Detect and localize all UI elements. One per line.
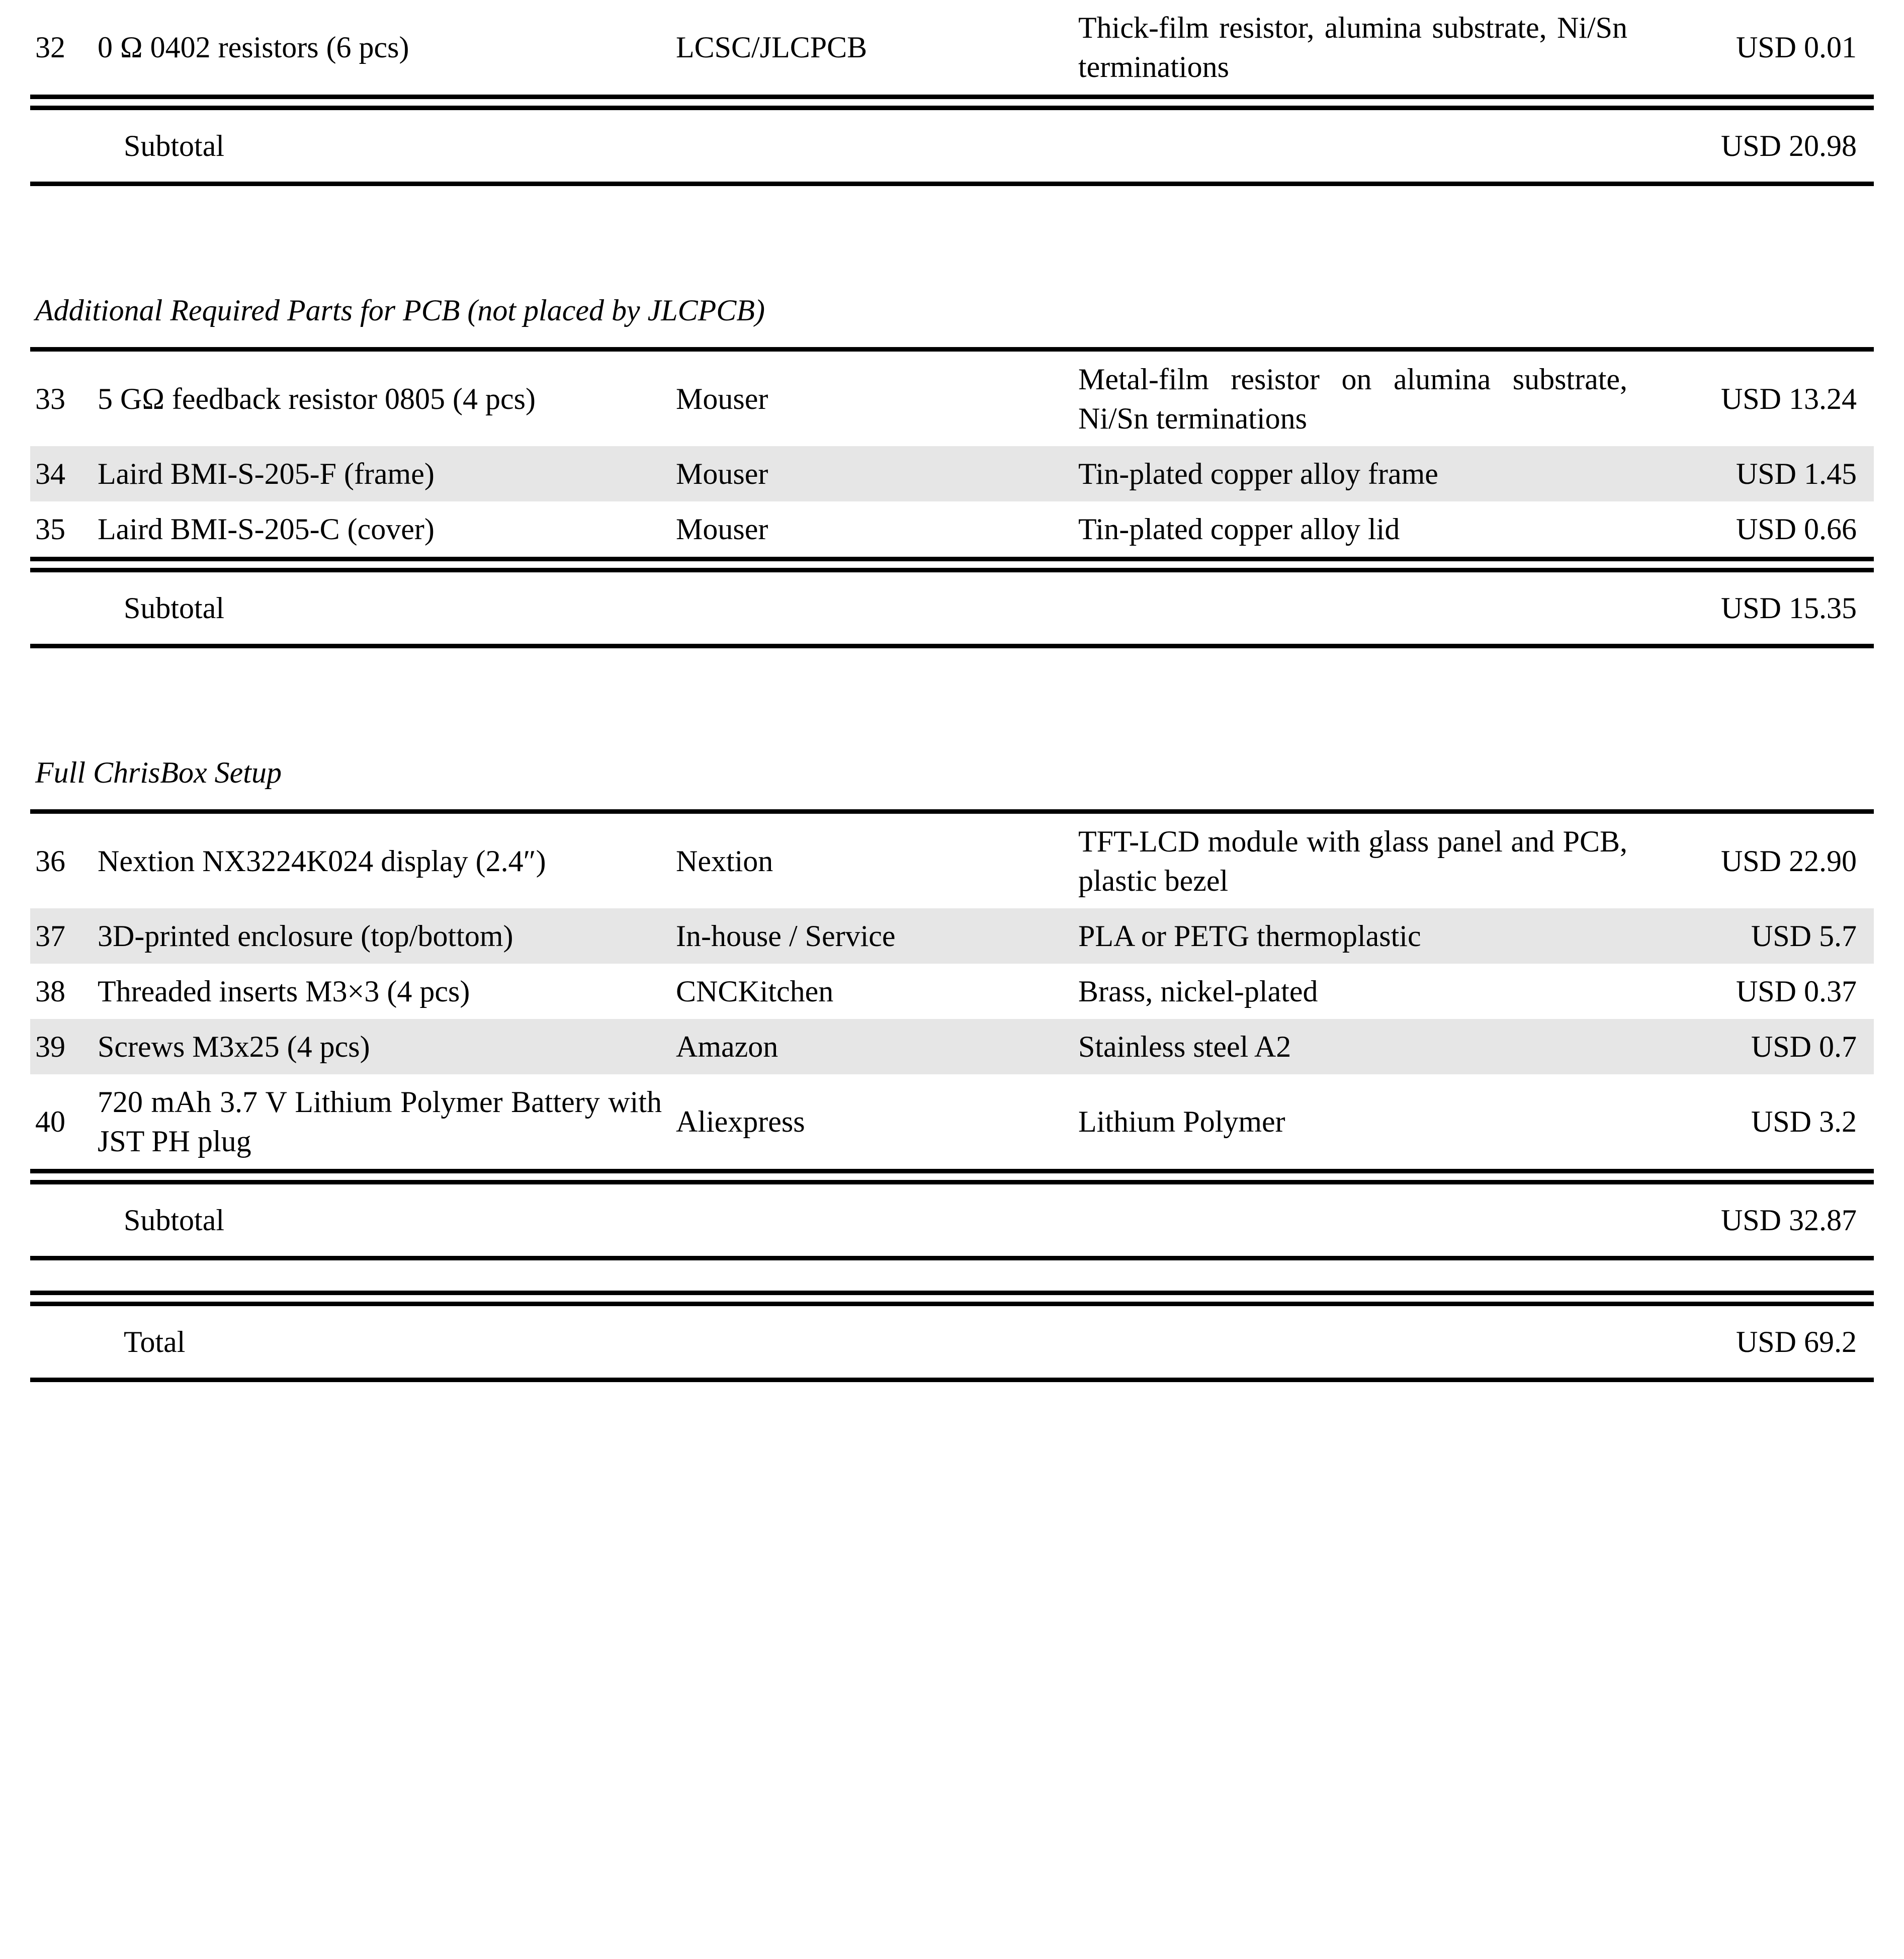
subtotal-label: Subtotal — [124, 1204, 225, 1237]
row-description: Metal-film resistor on alumina substrate, Ni/Sn terminations — [1078, 363, 1627, 435]
table-row — [30, 1019, 1874, 1074]
rule-gap — [30, 561, 1874, 568]
bill-of-materials-table — [30, 0, 1874, 1382]
subtotal-value: USD 32.87 — [1720, 1204, 1857, 1237]
row-item-name: 3D-printed enclosure (top/bottom) — [91, 908, 669, 964]
section-spacer — [30, 186, 1874, 262]
row-description: Brass, nickel-plated — [1078, 975, 1318, 1008]
total-spacer — [30, 1306, 91, 1378]
table-row — [30, 814, 1874, 908]
row-supplier: LCSC/JLCPCB — [676, 31, 868, 64]
table-row — [30, 446, 1874, 501]
row-number: 39 — [30, 1019, 91, 1074]
row-item-name: 720 mAh 3.7 V Lithium Polymer Battery with JST PH plug — [98, 1085, 662, 1158]
subtotal-row — [30, 1184, 1874, 1256]
horizontal-rule — [30, 568, 1874, 572]
row-item-name: 0 Ω 0402 resistors (6 pcs) — [98, 31, 409, 64]
table-row — [30, 1074, 1874, 1169]
horizontal-rule — [30, 1302, 1874, 1306]
row-description: TFT-LCD module with glass panel and PCB, plastic bezel — [1078, 825, 1627, 897]
row-item-name: Nextion NX3224K024 display (2.4″) — [98, 844, 546, 878]
row-number: 38 — [35, 975, 65, 1008]
subtotal-label: Subtotal — [124, 129, 225, 162]
subtotal-row — [30, 110, 1874, 182]
total-label: Total — [124, 1325, 186, 1358]
table-row — [30, 501, 1874, 557]
section-spacer — [30, 648, 1874, 724]
row-supplier: Mouser — [676, 513, 768, 546]
horizontal-rule — [30, 557, 1874, 561]
row-supplier: Mouser — [669, 446, 1071, 501]
row-price: USD 13.24 — [1720, 382, 1857, 415]
row-description: Thick-film resistor, alumina substrate, Ni/Sn terminations — [1078, 11, 1627, 83]
subtotal-spacer — [30, 1184, 91, 1256]
subtotal-row — [30, 572, 1874, 644]
section-heading-additional-parts — [30, 262, 1874, 347]
row-description: Tin-plated copper alloy frame — [1071, 446, 1634, 501]
horizontal-rule — [30, 347, 1874, 352]
row-number: 37 — [30, 908, 91, 964]
horizontal-rule — [30, 1256, 1874, 1260]
table-row — [30, 908, 1874, 964]
row-supplier: CNCKitchen — [676, 975, 834, 1008]
row-description: Tin-plated copper alloy lid — [1078, 513, 1400, 546]
horizontal-rule — [30, 1378, 1874, 1382]
row-number: 40 — [35, 1105, 65, 1138]
table-row — [30, 0, 1874, 95]
row-price: USD 1.45 — [1634, 446, 1874, 501]
horizontal-rule — [30, 1291, 1874, 1295]
subtotal-spacer — [30, 572, 91, 644]
row-supplier: Nextion — [676, 844, 773, 878]
horizontal-rule — [30, 809, 1874, 814]
horizontal-rule — [30, 1180, 1874, 1184]
row-description: PLA or PETG thermoplastic — [1071, 908, 1634, 964]
horizontal-rule — [30, 95, 1874, 99]
subtotal-value: USD 20.98 — [1720, 129, 1857, 162]
row-number: 35 — [35, 513, 65, 546]
row-supplier: Mouser — [676, 382, 768, 415]
row-price: USD 0.66 — [1736, 513, 1857, 546]
row-price: USD 5.7 — [1634, 908, 1874, 964]
section-heading-full-setup — [30, 724, 1874, 809]
row-supplier: In-house / Service — [669, 908, 1071, 964]
rule-gap — [30, 99, 1874, 106]
section-spacer — [30, 1260, 1874, 1291]
row-price: USD 3.2 — [1751, 1105, 1857, 1138]
subtotal-label: Subtotal — [124, 591, 225, 625]
row-description: Stainless steel A2 — [1071, 1019, 1634, 1074]
row-number: 32 — [35, 31, 65, 64]
table-row — [30, 964, 1874, 1019]
section-heading-label: Full ChrisBox Setup — [35, 756, 282, 789]
section-heading-label: Additional Required Parts for PCB (not placed by JLCPCB) — [35, 294, 765, 327]
table-row — [30, 352, 1874, 446]
horizontal-rule — [30, 106, 1874, 110]
row-price: USD 0.01 — [1736, 31, 1857, 64]
horizontal-rule — [30, 182, 1874, 186]
row-price: USD 0.37 — [1736, 975, 1857, 1008]
row-number: 34 — [30, 446, 91, 501]
row-item-name: Laird BMI-S-205-C (cover) — [98, 513, 435, 546]
row-description: Lithium Polymer — [1078, 1105, 1285, 1138]
row-number: 36 — [35, 844, 65, 878]
row-item-name: 5 GΩ feedback resistor 0805 (4 pcs) — [98, 382, 536, 415]
row-number: 33 — [35, 382, 65, 415]
rule-gap — [30, 1295, 1874, 1302]
rule-gap — [30, 1173, 1874, 1180]
horizontal-rule — [30, 644, 1874, 648]
row-item-name: Threaded inserts M3×3 (4 pcs) — [98, 975, 470, 1008]
row-item-name: Screws M3x25 (4 pcs) — [91, 1019, 669, 1074]
subtotal-value: USD 15.35 — [1720, 591, 1857, 625]
row-supplier: Amazon — [669, 1019, 1071, 1074]
row-supplier: Aliexpress — [676, 1105, 805, 1138]
subtotal-spacer — [30, 110, 91, 182]
row-item-name: Laird BMI-S-205-F (frame) — [91, 446, 669, 501]
total-value: USD 69.2 — [1736, 1325, 1857, 1358]
horizontal-rule — [30, 1169, 1874, 1173]
grand-total-row — [30, 1306, 1874, 1378]
row-price: USD 22.90 — [1720, 844, 1857, 878]
row-price: USD 0.7 — [1634, 1019, 1874, 1074]
